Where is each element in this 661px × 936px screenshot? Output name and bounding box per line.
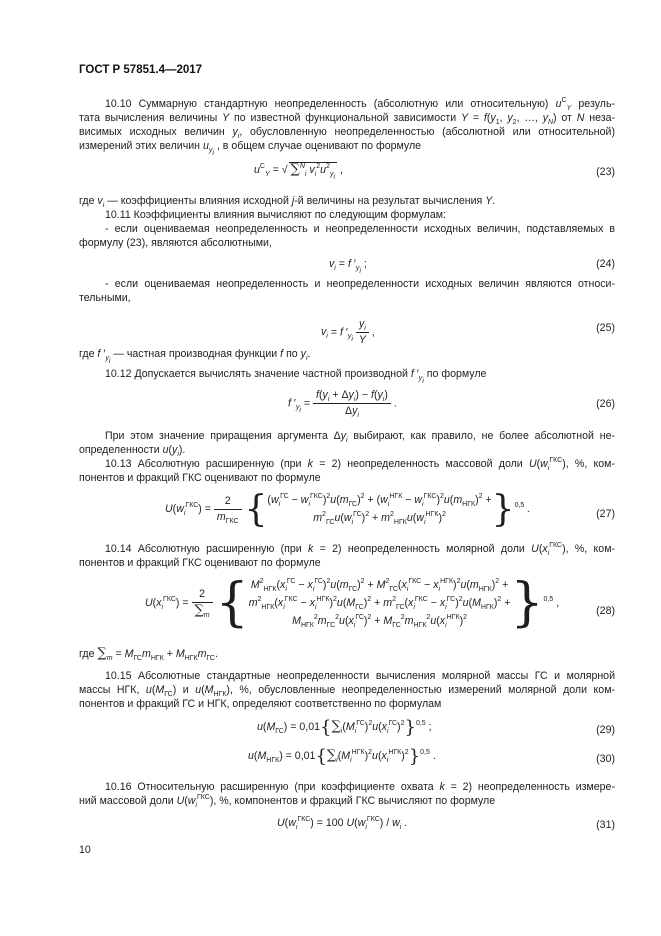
paragraph-10-11-abs-line2: формулу (23), являются абсолютными, [79, 237, 272, 249]
paragraph-10-13-line1: 10.13 Абсолютную расширенную (при k = 2) неопределенность массовой доли $U(w_i^{ГКС})$, %, ком- [105, 457, 615, 472]
paragraph-10-10-line4: измерений этих величин $u_{y_i}$ , в общем случае оценивают по формуле [79, 140, 422, 157]
paragraph-10-14-line1: 10.14 Абсолютную расширенную (при k = 2) неопределенность молярной доли $U(x_i^{ГКС})$, %, ком- [105, 542, 616, 557]
paragraph-10-11-rel-line2: тельными, [79, 292, 131, 304]
equation-number-28: (28) [596, 605, 615, 617]
increment-line1: При этом значение приращения аргумента $\Delta y_i$ выбирают, как правило, не более абсолютной не- [105, 430, 615, 444]
paragraph-10-11-abs-line1: - если оцениваемая неопределенность и неопределенности исходных величин, подставляемых в [105, 223, 615, 235]
paragraph-10-16-line1: 10.16 Относительную расширенную (при коэффициенте охвата k = 2) неопределенность измере- [105, 781, 615, 793]
paragraph-10-15-line2: массы НГК, $u(M_{ГС})$ и $u(M_{НГК})$, %, обусловленные неопределенностью измерений молярной доли ком- [79, 684, 615, 698]
where-v-line: где $v_i$ — коэффициенты влияния исходной j-й величины на результат вычисления Y. [79, 195, 496, 209]
formula-24: $v_i = f$ $'_{y_i}$ ; [329, 258, 367, 275]
formula-25: $v_i = f$ $'_{y_i}$ $\frac{y_i}{Y}$ , [321, 318, 375, 346]
increment-line2: определенности $u(y_i)$. [79, 444, 186, 458]
equation-number-30: (30) [596, 753, 615, 765]
paragraph-10-11-rel-line1: - если оцениваемая неопределенность и неопределенности исходных величин являются относи- [105, 278, 615, 290]
paragraph-10-11: 10.11 Коэффициенты влияния вычисляют по следующим формулам: [105, 209, 446, 221]
paragraph-10-10-line2: тата вычисления величины Y по известной функциональной зависимости $Y = f(y_1$, $y_2$, …, $y_N$) от N неза- [79, 112, 616, 126]
equation-number-26: (26) [596, 398, 615, 410]
where-f-line: где f $'_{y_i}$ — частная производная функции f по $y_i$. [79, 348, 311, 365]
paragraph-10-12: 10.12 Допускается вычислять значение частной производной f $'_{y_i}$ по формуле [105, 368, 487, 385]
page-number: 10 [79, 844, 91, 856]
equation-number-24: (24) [596, 258, 615, 270]
equation-number-29: (29) [596, 724, 615, 736]
paragraph-10-10-line3: висимых исходных величин $y_i$, обусловленную неопределенностью (абсолютной или относительной) [79, 126, 615, 140]
equation-number-23: (23) [596, 166, 615, 178]
paragraph-10-13-line2: понентов и фракций ГКС оценивают по формуле [79, 472, 321, 484]
equation-number-31: (31) [596, 819, 615, 831]
paragraph-10-15-line3: понентов и фракций ГС и НГК, определяют соответственно по формулам [79, 698, 442, 710]
paragraph-10-14-line2: понентов и фракций ГКС оценивают по формуле [79, 557, 321, 569]
formula-31: $U(w_i^{ГКС}) = 100$ $U(w_i^{ГКС}) / w_i$ . [277, 816, 408, 831]
formula-29: $u(M_{ГС}) = 0,01\{\sum_i(M_i^{ГС})^2u(x_i^{ГС})^2\}^{0,5}$ ; [257, 716, 432, 738]
formula-28: $U(x_i^{ГКС})$ = $\frac{2}{\sum_m}$ { $M^2_{НГК}(x_i^{ГС} - x_i^{ГС})^2u(m_{ГС})^2 + M^2_{ГС}(x_i^{ГКС} - x_i^{НГК})^2u(m_{НГК})^2$ + $m^2_{НГК}(x_i^{ГКС} - x_i^{НГК})^2u(M_{ГС})^2 + m^2_{ГС}(x_i^{ГКС} - x_i^{ГС})^2u(M_{НГК})^2$ + $M_{НГК}^2m_{ГС}^2u(x_i^{ГС})^2 + M_{ГС}^2m_{НГК}^2u(x_i^{НГК})^2$ }$^{0,5}$ , [145, 572, 560, 633]
formula-26: f $'_{y_i}$ = $\frac{f(y_i + \Delta y_i) - f(y_i)}{\Delta y_i}$ . [288, 389, 397, 419]
formula-30: $u(M_{НГК}) = 0,01\{\sum_i(M_i^{НГК})^2u(x_i^{НГК})^2\}^{0,5}$ . [248, 745, 436, 767]
paragraph-10-10-line1: 10.10 Суммарную стандартную неопределенность (абсолютную или относительную) $u^C_Y$ резуль- [105, 97, 615, 112]
equation-number-25: (25) [596, 322, 615, 334]
document-header: ГОСТ Р 57851.4—2017 [79, 64, 203, 76]
paragraph-10-15-line1: 10.15 Абсолютные стандартные неопределенности вычисления молярной массы ГС и молярной [105, 670, 615, 682]
formula-27: $U(w_i^{ГКС})$ = $\frac{2}{m_{ГКС}}$ { $(w_i^{ГС} - w_i^{ГКС})^2u(m_{ГС})^2 + (w_i^{НГК} - w_i^{ГКС})^2u(m_{НГК})^2$ + $m^2_{ГС}u(w_i^{ГС})^2 + m^2_{НГК}u(w_i^{НГК})^2$ }$^{0,5}$ . [165, 488, 531, 530]
equation-number-27: (27) [596, 508, 615, 520]
paragraph-10-16-line2: ний массовой доли $U(w_i^{ГКС})$, %, компонентов и фракций ГКС вычисляют по формуле [79, 794, 496, 809]
formula-23: $u^C_Y$ = √ ∑$^N_i$ $v_i^2u^2_{y_i}$ , [254, 162, 343, 181]
where-sum-line: где $\sum_m = M_{ГС}m_{НГК} + M_{НГК}m_{ГС}$. [79, 646, 218, 662]
